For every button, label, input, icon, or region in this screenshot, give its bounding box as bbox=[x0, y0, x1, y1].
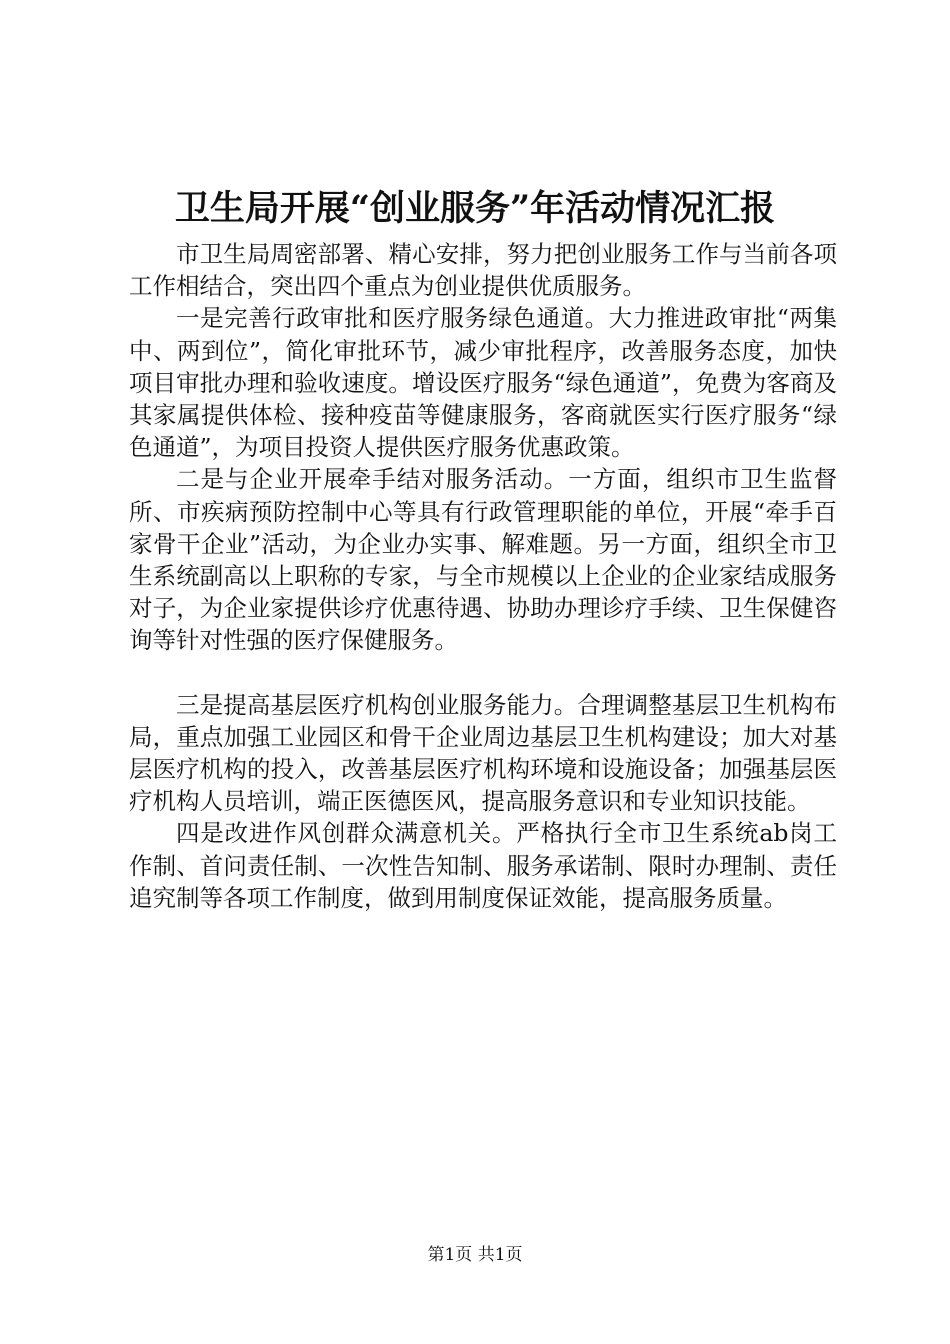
paragraph-point-three: 三是提高基层医疗机构创业服务能力。合理调整基层卫生机构布局，重点加强工业园区和骨干企业周边基层卫生机构建设；加大对基层医疗机构的投入，改善基层医疗机构环境和设施设备；加强基层医疗机构人员培训，端正医德医风，提高服务意识和专业知识技能。 bbox=[129, 690, 837, 816]
paragraph-point-one: 一是完善行政审批和医疗服务绿色通道。大力推进政审批“两集中、两到位”，简化审批环节，减少审批程序，改善服务态度，加快项目审批办理和验收速度。增设医疗服务“绿色通道”，免费为客商及其家属提供体检、接种疫苗等健康服务，客商就医实行医疗服务“绿色通道”，为项目投资人提供医疗服务优惠政策。 bbox=[129, 304, 837, 462]
document-title: 卫生局开展“创业服务”年活动情况汇报 bbox=[174, 188, 776, 229]
document-body bbox=[129, 238, 837, 914]
page-number-footer: 第1页 共1页 bbox=[427, 1245, 523, 1265]
paragraph-point-four: 四是改进作风创群众满意机关。严格执行全市卫生系统ab岗工作制、首问责任制、一次性告知制、服务承诺制、限时办理制、责任追究制等各项工作制度，做到用制度保证效能，提高服务质量。 bbox=[129, 819, 837, 912]
paragraph-intro: 市卫生局周密部署、精心安排，努力把创业服务工作与当前各项工作相结合，突出四个重点为创业提供优质服务。 bbox=[129, 240, 837, 301]
paragraph-point-two: 二是与企业开展牵手结对服务活动。一方面，组织市卫生监督所、市疾病预防控制中心等具有行政管理职能的单位，开展“牵手百家骨干企业”活动，为企业办实事、解难题。另一方面，组织全市卫生系统副高以上职称的专家，与全市规模以上企业的企业家结成服务对子，为企业家提供诊疗优惠待遇、协助办理诊疗手续、卫生保健咨询等针对性强的医疗保健服务。 bbox=[129, 465, 837, 655]
